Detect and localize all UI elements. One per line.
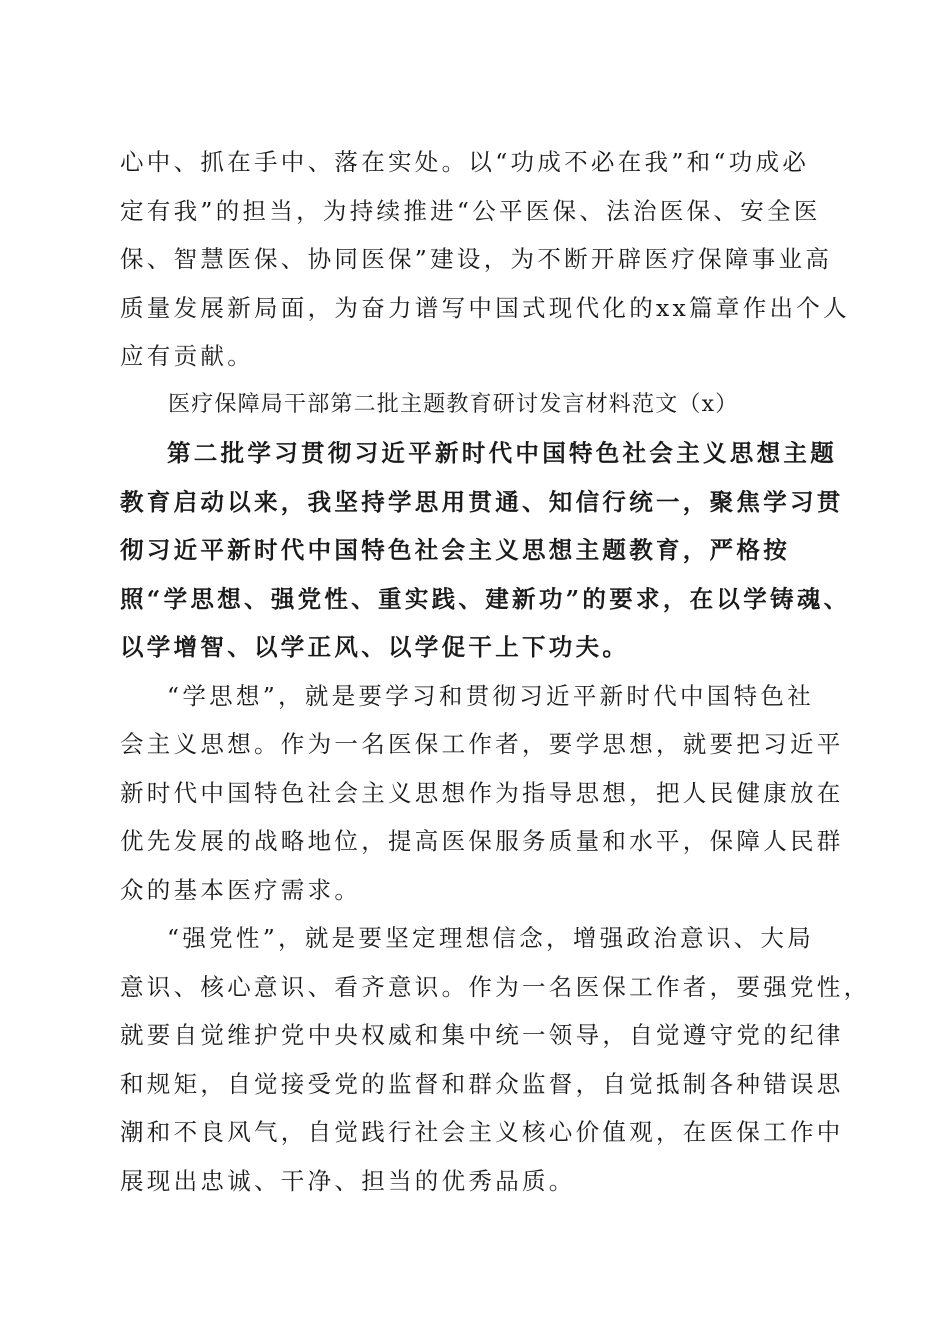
text-line: 众的基本医疗需求。 (120, 875, 362, 904)
text-line: 应有贡献。 (120, 342, 254, 370)
text-line: “学思想”，就是要学习和贯彻习近平新时代中国特色社 (167, 681, 815, 710)
text-line: “强党性”，就是要坚定理想信念，增强政治意识、大局 (167, 924, 815, 952)
text-line: 第二批学习贯彻习近平新时代中国特色社会主义思想主题 (167, 439, 837, 467)
text-line: 质量发展新局面，为奋力谱写中国式现代化的xx篇章作出个人 (120, 293, 850, 322)
text-line: 定有我”的担当，为持续推进“公平医保、法治医保、安全医 (120, 196, 821, 225)
title-line: 医疗保障局干部第二批主题教育研讨发言材料范文（x） (168, 391, 739, 417)
text-line: 心中、抓在手中、落在实处。以“功成不必在我”和“功成必 (120, 148, 810, 176)
text-line: 彻习近平新时代中国特色社会主义思想主题教育，严格按 (120, 536, 790, 564)
text-line: 潮和不良风气，自觉践行社会主义核心价值观，在医保工作中 (120, 1118, 844, 1146)
text-line: 就要自觉维护党中央权威和集中统一领导，自觉遵守党的纪律 (120, 1021, 844, 1049)
paragraph-strengthen-party (120, 914, 871, 1205)
document-title (120, 381, 840, 430)
text-line: 保、智慧医保、协同医保”建设，为不断开辟医疗保障事业高 (120, 245, 833, 273)
text-line: 照“学思想、强党性、重实践、建新功”的要求，在以学铸魂、 (120, 584, 851, 613)
paragraph-closing (120, 138, 850, 381)
text-line: 展现出忠诚、干净、担当的优秀品质。 (120, 1166, 576, 1195)
text-line: 教育启动以来，我坚持学思用贯通、知信行统一，聚焦学习贯 (120, 487, 844, 516)
text-line: 新时代中国特色社会主义思想作为指导思想，把人民健康放在 (120, 778, 844, 807)
text-line: 会主义思想。作为一名医保工作者，要学思想，就要把习近平 (120, 730, 844, 758)
text-line: 和规矩，自觉接受党的监督和群众监督，自觉抵制各种错误思 (120, 1069, 844, 1098)
text-line: 以学增智、以学正风、以学促干上下功夫。 (120, 633, 630, 661)
paragraph-intro (120, 429, 851, 672)
paragraph-study-thought (120, 672, 844, 915)
text-line: 意识、核心意识、看齐意识。作为一名医保工作者，要强党性， (120, 972, 871, 1001)
text-line: 优先发展的战略地位，提高医保服务质量和水平，保障人民群 (120, 827, 844, 855)
document-page (120, 138, 871, 1205)
